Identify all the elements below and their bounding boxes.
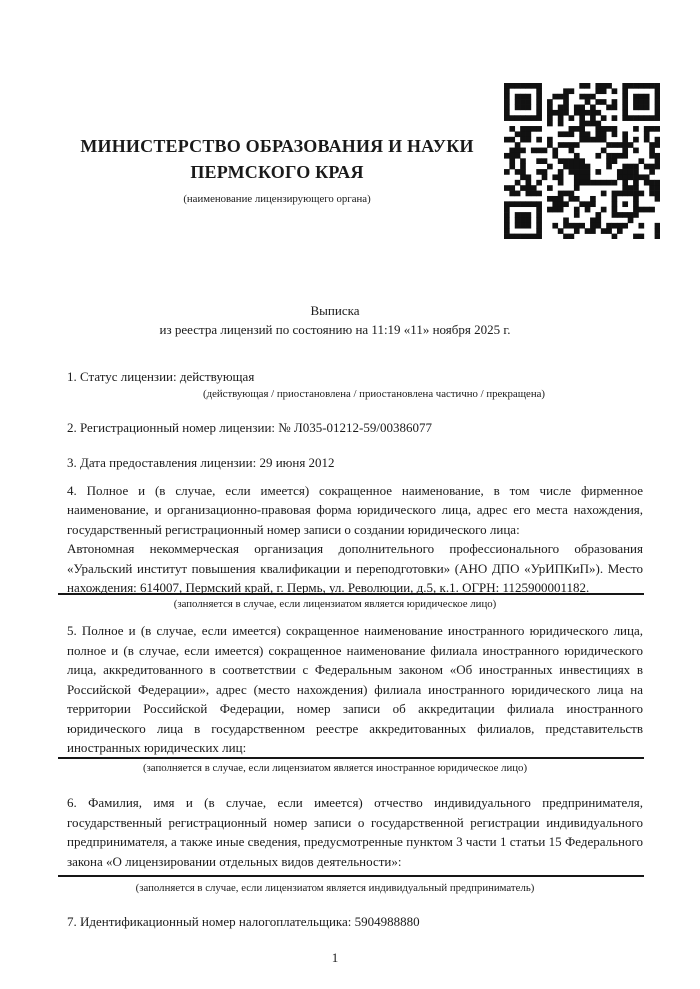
field-taxpayer-number: 7. Идентификационный номер налогоплательщика: 5904988880 (67, 913, 420, 929)
field-entrepreneur-label: 6. Фамилия, имя и (в случае, если имеется) отчество индивидуального предпринимателя, государственный регистрационный номер записи о государственной регистрации индивидуального предпринимателя, а также иные сведения, предусмотренные пунктом 3 части 1 статьи 15 Федерального закона «О лицензировании отдельных видов деятельности»: (67, 795, 643, 869)
field-grant-date: 3. Дата предоставления лицензии: 29 июня 2012 (67, 454, 335, 470)
fill-line-foreign-entity (58, 757, 644, 759)
field-legal-entity-label: 4. Полное и (в случае, если имеется) сокращенное наименование, в том числе фирменное наименование, и организационно-правовая форма юридического лица, адрес его места нахождения, государственный регистрационный номер записи о создании юридического лица: (67, 483, 643, 537)
fill-line-entrepreneur (58, 875, 644, 877)
ministry-name-line1: МИНИСТЕРСТВО ОБРАЗОВАНИЯ И НАУКИ (80, 136, 474, 156)
field-foreign-entity-label: 5. Полное и (в случае, если имеется) сокращенное наименование иностранного юридического лица, полное и (в случае, если имеется) сокращенное наименование филиала иностранного юридического лица, аккредитованного в соответствии с Федеральным законом «Об иностранных инвестициях в Российской Федерации», адрес (место нахождения) филиала иностранного юридического лица на территории Российской Федерации, номер записи об аккредитации филиала иностранного юридического лица в государственном реестре аккредитованных филиалов, представительств иностранных юридических лиц: (67, 623, 643, 755)
field-foreign-entity-caption: (заполняется в случае, если лицензиатом является иностранное юридическое лицо) (142, 762, 528, 775)
field-legal-entity-value: Автономная некоммерческая организация дополнительного профессионального образования «Уральский институт повышения квалификации и переподготовки» (АНО ДПО «УрИПКиП»). Место нахождения: 614007, Пермский край, г. Пермь, ул. Революции, д.5, к.1. ОГРН: 1125900001182. (67, 541, 643, 596)
page-number: 1 (331, 950, 339, 966)
ministry-name-caption: (наименование лицензирующего органа) (183, 193, 371, 205)
field-registration-number: 2. Регистрационный номер лицензии: № Л035-01212-59/00386077 (67, 420, 433, 436)
document-body (67, 301, 643, 968)
field-license-status: 1. Статус лицензии: действующая (67, 368, 255, 384)
field-license-status-caption: (действующая / приостановлена / приостановлена частично / прекращена) (203, 388, 545, 401)
field-entrepreneur-caption: (заполняется в случае, если лицензиатом является индивидуальный предприниматель) (135, 881, 535, 894)
field-legal-entity-caption: (заполняется в случае, если лицензиатом является юридическое лицо) (173, 598, 497, 611)
document-title (67, 301, 643, 340)
document-title-line1: Выписка (310, 303, 360, 318)
document-title-line2: из реестра лицензий по состоянию на 11:19 «11» ноября 2025 г. (159, 322, 511, 338)
licensing-authority-header (40, 133, 514, 206)
ministry-name-line2: ПЕРМСКОГО КРАЯ (190, 162, 364, 182)
qr-code-icon (504, 83, 660, 239)
